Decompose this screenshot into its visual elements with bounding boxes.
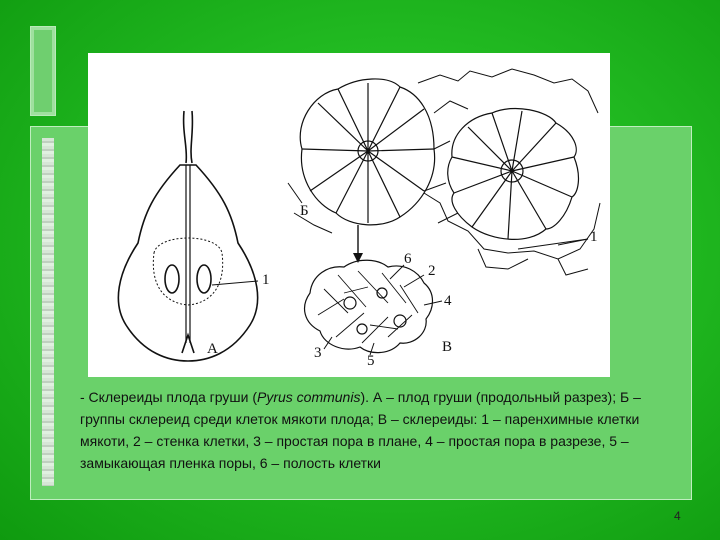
pear-core-line bbox=[186, 165, 190, 343]
label-4: 4 bbox=[444, 293, 452, 309]
label-1-cells: 1 bbox=[590, 229, 598, 245]
pear-seed-left bbox=[165, 265, 179, 293]
label-3: 3 bbox=[314, 345, 322, 361]
pear-seed-right bbox=[197, 265, 211, 293]
pointer-3 bbox=[324, 337, 332, 349]
pear-core-region bbox=[153, 238, 222, 305]
panel-edge-strip bbox=[42, 138, 54, 486]
pointer-6 bbox=[390, 265, 404, 279]
pear-outline bbox=[118, 165, 257, 361]
figure-drawing bbox=[88, 53, 610, 377]
pointer-2 bbox=[404, 275, 424, 287]
label-5: 5 bbox=[367, 353, 375, 369]
pear-stem bbox=[184, 111, 193, 163]
pear-base bbox=[182, 335, 194, 353]
label-b: Б bbox=[300, 203, 309, 219]
label-v: В bbox=[442, 339, 453, 355]
caption-part-2: ). А – плод груши (продольный разрез); Б – группы склереид среди клеток мякоти плода; В – склереиды: 1 – паренхимные клетки мякоти, 2 – стенка клетки, 3 – простая пора в плане, 4 – простая пора в разрезе, 5 – замыкающая пленка поры, 6 – полость клетки bbox=[80, 389, 641, 471]
cell-group-right bbox=[448, 108, 579, 239]
label-a: А bbox=[207, 341, 218, 357]
caption-latin-name: Pyrus communis bbox=[256, 389, 361, 405]
label-2: 2 bbox=[428, 263, 436, 279]
sclereid-cluster bbox=[305, 260, 433, 352]
cell-group-left bbox=[300, 79, 434, 225]
figure-caption bbox=[80, 386, 680, 474]
label-6: 6 bbox=[404, 251, 412, 267]
decorative-bar bbox=[30, 26, 56, 116]
cells-pointer-1b bbox=[518, 239, 588, 249]
page-number: 4 bbox=[674, 509, 681, 523]
caption-part-1: - Склереиды плода груши ( bbox=[80, 389, 257, 405]
illustration-sclereids bbox=[88, 53, 610, 377]
label-1-pear: 1 bbox=[262, 272, 270, 288]
